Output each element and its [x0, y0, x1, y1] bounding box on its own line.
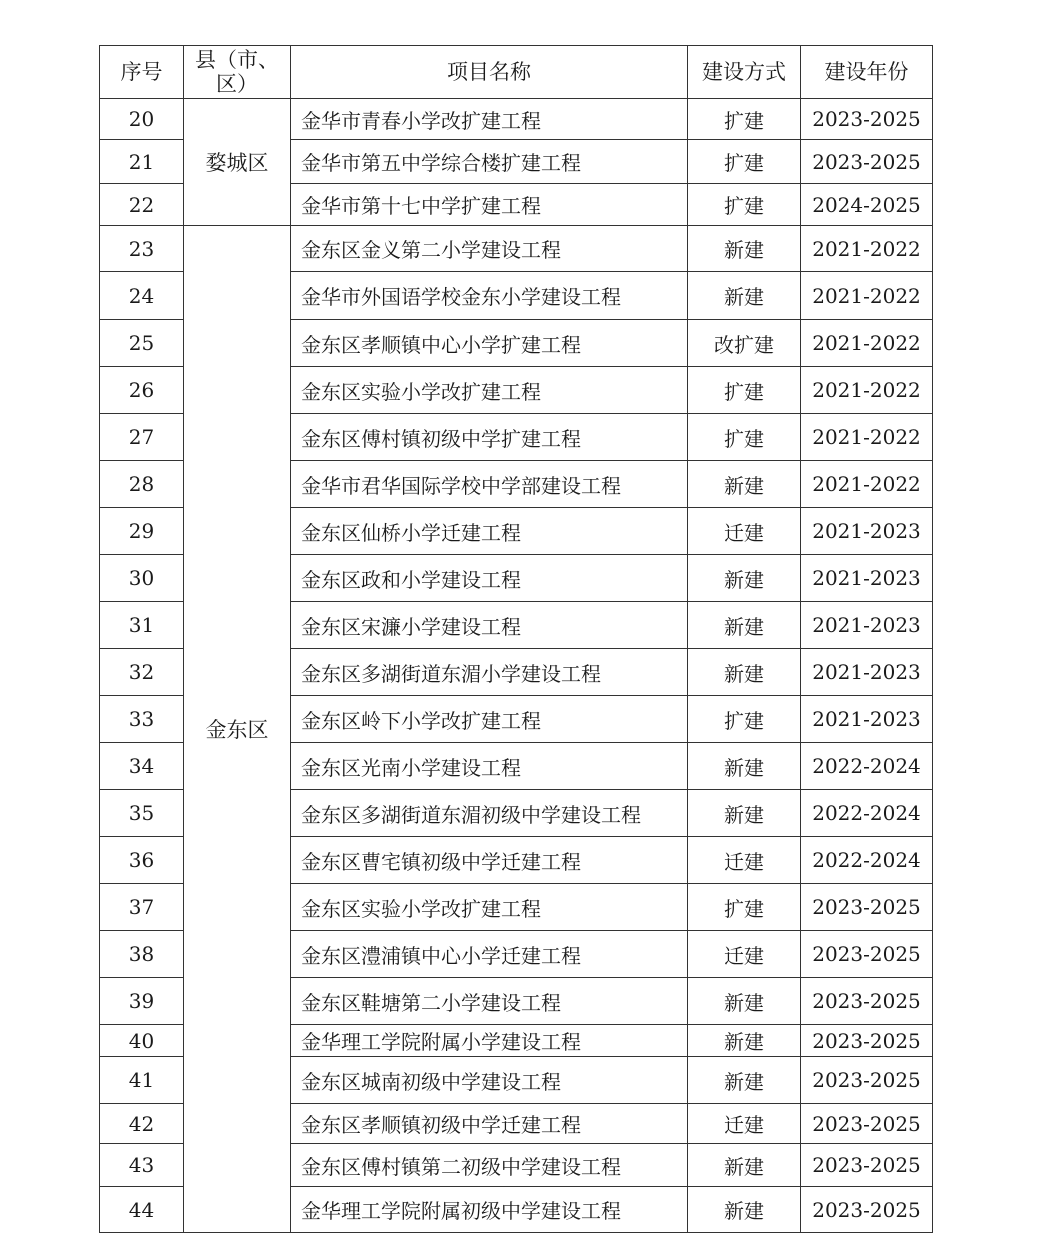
project-name: 金东区孝顺镇初级中学迁建工程 [291, 1104, 688, 1144]
table-row [100, 226, 933, 272]
row-number: 34 [100, 743, 184, 790]
construction-years: 2021-2022 [801, 272, 933, 320]
project-name: 金东区傅村镇第二初级中学建设工程 [291, 1144, 688, 1187]
construction-mode: 改扩建 [688, 320, 801, 367]
row-number: 41 [100, 1057, 184, 1104]
header-name: 项目名称 [291, 46, 688, 99]
construction-years: 2021-2023 [801, 508, 933, 555]
document-page [99, 45, 932, 1233]
construction-years: 2021-2023 [801, 602, 933, 649]
project-name: 金东区政和小学建设工程 [291, 555, 688, 602]
construction-years: 2021-2023 [801, 649, 933, 696]
header-row [100, 46, 933, 99]
construction-years: 2023-2025 [801, 1144, 933, 1187]
district-cell: 婺城区 [184, 99, 291, 226]
row-number: 36 [100, 837, 184, 884]
project-name: 金东区城南初级中学建设工程 [291, 1057, 688, 1104]
construction-mode: 新建 [688, 555, 801, 602]
project-name: 金东区傅村镇初级中学扩建工程 [291, 414, 688, 461]
construction-years: 2024-2025 [801, 184, 933, 226]
project-name: 金东区光南小学建设工程 [291, 743, 688, 790]
construction-mode: 新建 [688, 743, 801, 790]
construction-years: 2023-2025 [801, 99, 933, 140]
project-name: 金东区多湖街道东湄初级中学建设工程 [291, 790, 688, 837]
construction-mode: 新建 [688, 1144, 801, 1187]
row-number: 33 [100, 696, 184, 743]
construction-mode: 新建 [688, 649, 801, 696]
project-name: 金东区宋濂小学建设工程 [291, 602, 688, 649]
construction-years: 2023-2025 [801, 1025, 933, 1057]
project-name: 金东区金义第二小学建设工程 [291, 226, 688, 272]
project-name: 金东区多湖街道东湄小学建设工程 [291, 649, 688, 696]
construction-years: 2021-2022 [801, 414, 933, 461]
construction-mode: 扩建 [688, 367, 801, 414]
construction-years: 2023-2025 [801, 1104, 933, 1144]
project-name: 金华市外国语学校金东小学建设工程 [291, 272, 688, 320]
construction-years: 2023-2025 [801, 978, 933, 1025]
header-district [184, 46, 291, 99]
row-number: 21 [100, 140, 184, 184]
header-district-line2: 区） [216, 72, 258, 96]
construction-mode: 新建 [688, 1057, 801, 1104]
construction-mode: 扩建 [688, 140, 801, 184]
construction-mode: 扩建 [688, 884, 801, 931]
construction-years: 2023-2025 [801, 1057, 933, 1104]
construction-years: 2023-2025 [801, 931, 933, 978]
construction-mode: 新建 [688, 226, 801, 272]
construction-years: 2022-2024 [801, 790, 933, 837]
project-name: 金东区仙桥小学迁建工程 [291, 508, 688, 555]
construction-mode: 迁建 [688, 837, 801, 884]
construction-mode: 新建 [688, 272, 801, 320]
project-name: 金华市君华国际学校中学部建设工程 [291, 461, 688, 508]
row-number: 28 [100, 461, 184, 508]
construction-mode: 迁建 [688, 508, 801, 555]
row-number: 37 [100, 884, 184, 931]
row-number: 20 [100, 99, 184, 140]
row-number: 40 [100, 1025, 184, 1057]
row-number: 35 [100, 790, 184, 837]
construction-mode: 新建 [688, 1187, 801, 1233]
construction-mode: 扩建 [688, 414, 801, 461]
row-number: 22 [100, 184, 184, 226]
row-number: 26 [100, 367, 184, 414]
project-name: 金东区实验小学改扩建工程 [291, 367, 688, 414]
project-name: 金华理工学院附属初级中学建设工程 [291, 1187, 688, 1233]
header-mode: 建设方式 [688, 46, 801, 99]
construction-years: 2021-2022 [801, 320, 933, 367]
project-name: 金华市第五中学综合楼扩建工程 [291, 140, 688, 184]
construction-mode: 新建 [688, 1025, 801, 1057]
construction-years: 2022-2024 [801, 837, 933, 884]
construction-mode: 扩建 [688, 696, 801, 743]
construction-years: 2021-2022 [801, 367, 933, 414]
row-number: 42 [100, 1104, 184, 1144]
construction-mode: 新建 [688, 602, 801, 649]
row-number: 27 [100, 414, 184, 461]
table-row [100, 99, 933, 140]
project-name: 金东区岭下小学改扩建工程 [291, 696, 688, 743]
table-body [100, 99, 933, 1233]
construction-mode: 扩建 [688, 184, 801, 226]
project-table [99, 45, 933, 1233]
construction-years: 2021-2022 [801, 461, 933, 508]
header-district-line1: 县（市、 [195, 48, 279, 72]
project-name: 金东区孝顺镇中心小学扩建工程 [291, 320, 688, 367]
row-number: 44 [100, 1187, 184, 1233]
row-number: 32 [100, 649, 184, 696]
row-number: 39 [100, 978, 184, 1025]
project-name: 金东区实验小学改扩建工程 [291, 884, 688, 931]
row-number: 38 [100, 931, 184, 978]
project-name: 金东区鞋塘第二小学建设工程 [291, 978, 688, 1025]
district-cell: 金东区 [184, 226, 291, 1233]
row-number: 25 [100, 320, 184, 367]
construction-mode: 新建 [688, 978, 801, 1025]
project-name: 金华理工学院附属小学建设工程 [291, 1025, 688, 1057]
construction-years: 2023-2025 [801, 1187, 933, 1233]
construction-years: 2023-2025 [801, 140, 933, 184]
construction-mode: 迁建 [688, 931, 801, 978]
project-name: 金东区曹宅镇初级中学迁建工程 [291, 837, 688, 884]
construction-mode: 扩建 [688, 99, 801, 140]
row-number: 31 [100, 602, 184, 649]
construction-mode: 迁建 [688, 1104, 801, 1144]
construction-years: 2021-2023 [801, 696, 933, 743]
construction-years: 2021-2023 [801, 555, 933, 602]
construction-mode: 新建 [688, 790, 801, 837]
construction-years: 2023-2025 [801, 884, 933, 931]
construction-years: 2022-2024 [801, 743, 933, 790]
row-number: 43 [100, 1144, 184, 1187]
row-number: 24 [100, 272, 184, 320]
row-number: 30 [100, 555, 184, 602]
project-name: 金华市第十七中学扩建工程 [291, 184, 688, 226]
construction-years: 2021-2022 [801, 226, 933, 272]
project-name: 金东区澧浦镇中心小学迁建工程 [291, 931, 688, 978]
row-number: 23 [100, 226, 184, 272]
construction-mode: 新建 [688, 461, 801, 508]
row-number: 29 [100, 508, 184, 555]
header-no: 序号 [100, 46, 184, 99]
header-year: 建设年份 [801, 46, 933, 99]
project-name: 金华市青春小学改扩建工程 [291, 99, 688, 140]
